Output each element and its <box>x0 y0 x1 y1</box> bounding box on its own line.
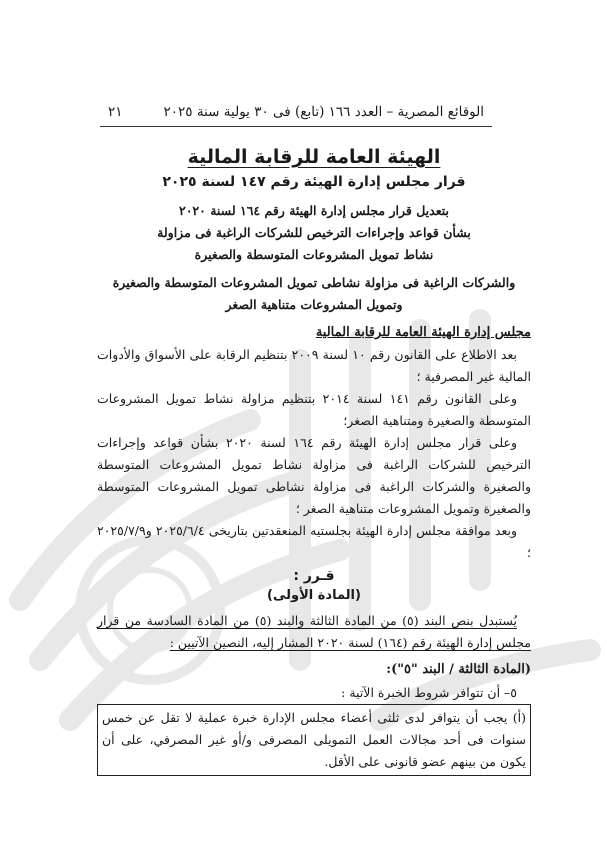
decree-subject <box>97 200 531 316</box>
running-title: الوقائع المصرية – العدد ١٦٦ (تابع) فى ٣٠ يولية سنة ٢٠٢٥ <box>163 104 484 120</box>
preamble <box>97 344 531 564</box>
subject-line: نشاط تمويل المشروعات المتوسطة والصغيرة <box>194 247 434 262</box>
decree-title: قرار مجلس إدارة الهيئة رقم ١٤٧ لسنة ٢٠٢٥ <box>162 174 466 190</box>
article-1 <box>97 610 531 654</box>
article-1-text: يُستبدل بنص البند (٥) من المادة الثالثة والبند (٥) من المادة السادسة من قرار مجلس إدارة الهيئة رقم (١٦٤) لسنة ٢٠٢٠ المشار إليه، النصين الآتيين : <box>97 613 531 650</box>
document-body <box>97 146 531 776</box>
subject-line: بتعديل قرار مجلس إدارة الهيئة رقم ١٦٤ لسنة ٢٠٢٠ <box>179 203 449 218</box>
running-header <box>108 104 484 120</box>
subject-line: بشأن قواعد وإجراءات الترخيص للشركات الراغبة فى مزاولة <box>157 225 471 240</box>
article-1-title: (المادة الأولى) <box>267 588 361 603</box>
article-3-item-5: ٥– أن تتوافر شروط الخبرة الآتية : <box>341 685 517 700</box>
board-heading: مجلس إدارة الهيئة العامة للرقابة المالية <box>315 325 531 340</box>
article-3-item-a: (أ) يجب أن يتوافر لدى ثلثى أعضاء مجلس الإدارة خبرة عملية لا تقل عن خمس سنوات فى أحد مجالات العمل التمويلى المصرفى و/أو غير المصرفي، على أن يكون من بينهم عضو قانونى على الأقل. <box>97 704 531 776</box>
article-3 <box>97 682 531 776</box>
decided-heading: قـرر : <box>293 568 335 584</box>
subject-line: والشركات الراغبة فى مزاولة نشاطى تمويل المشروعات المتوسطة والصغيرة <box>112 275 516 290</box>
preamble-paragraph: وعلى القانون رقم ١٤١ لسنة ٢٠١٤ بتنظيم مزاولة نشاط تمويل المشروعات المتوسطة والصغيرة ومتناهية الصغر؛ <box>97 391 531 428</box>
article-3-heading: (المادة الثالثة / البند "٥"): <box>386 662 531 677</box>
page-number: ٢١ <box>108 104 123 120</box>
preamble-paragraph: وعلى قرار مجلس إدارة الهيئة رقم ١٦٤ لسنة ٢٠٢٠ بشأن قواعد وإجراءات الترخيص للشركات الراغبة فى مزاولة نشاط تمويل المشروعات المتوسطة والصغيرة والشركات الراغبة فى مزاولة نشاطى تمويل المشروعات المتوسطة والصغيرة وتمويل المشروعات متناهية الصغر ؛ <box>97 435 531 516</box>
authority-title: الهيئة العامة للرقابة المالية <box>187 146 441 168</box>
preamble-paragraph: بعد الاطلاع على القانون رقم ١٠ لسنة ٢٠٠٩ بتنظيم الرقابة على الأسواق والأدوات المالية غير المصرفية ؛ <box>97 347 531 384</box>
preamble-paragraph: وبعد موافقة مجلس إدارة الهيئة بجلستيه المنعقدتين بتاريخى ٢٠٢٥/٦/٤ و٢٠٢٥/٧/٩ ؛ <box>97 523 531 560</box>
header-rule <box>100 126 492 127</box>
subject-line: وتمويل المشروعات متناهية الصغر <box>225 297 403 312</box>
